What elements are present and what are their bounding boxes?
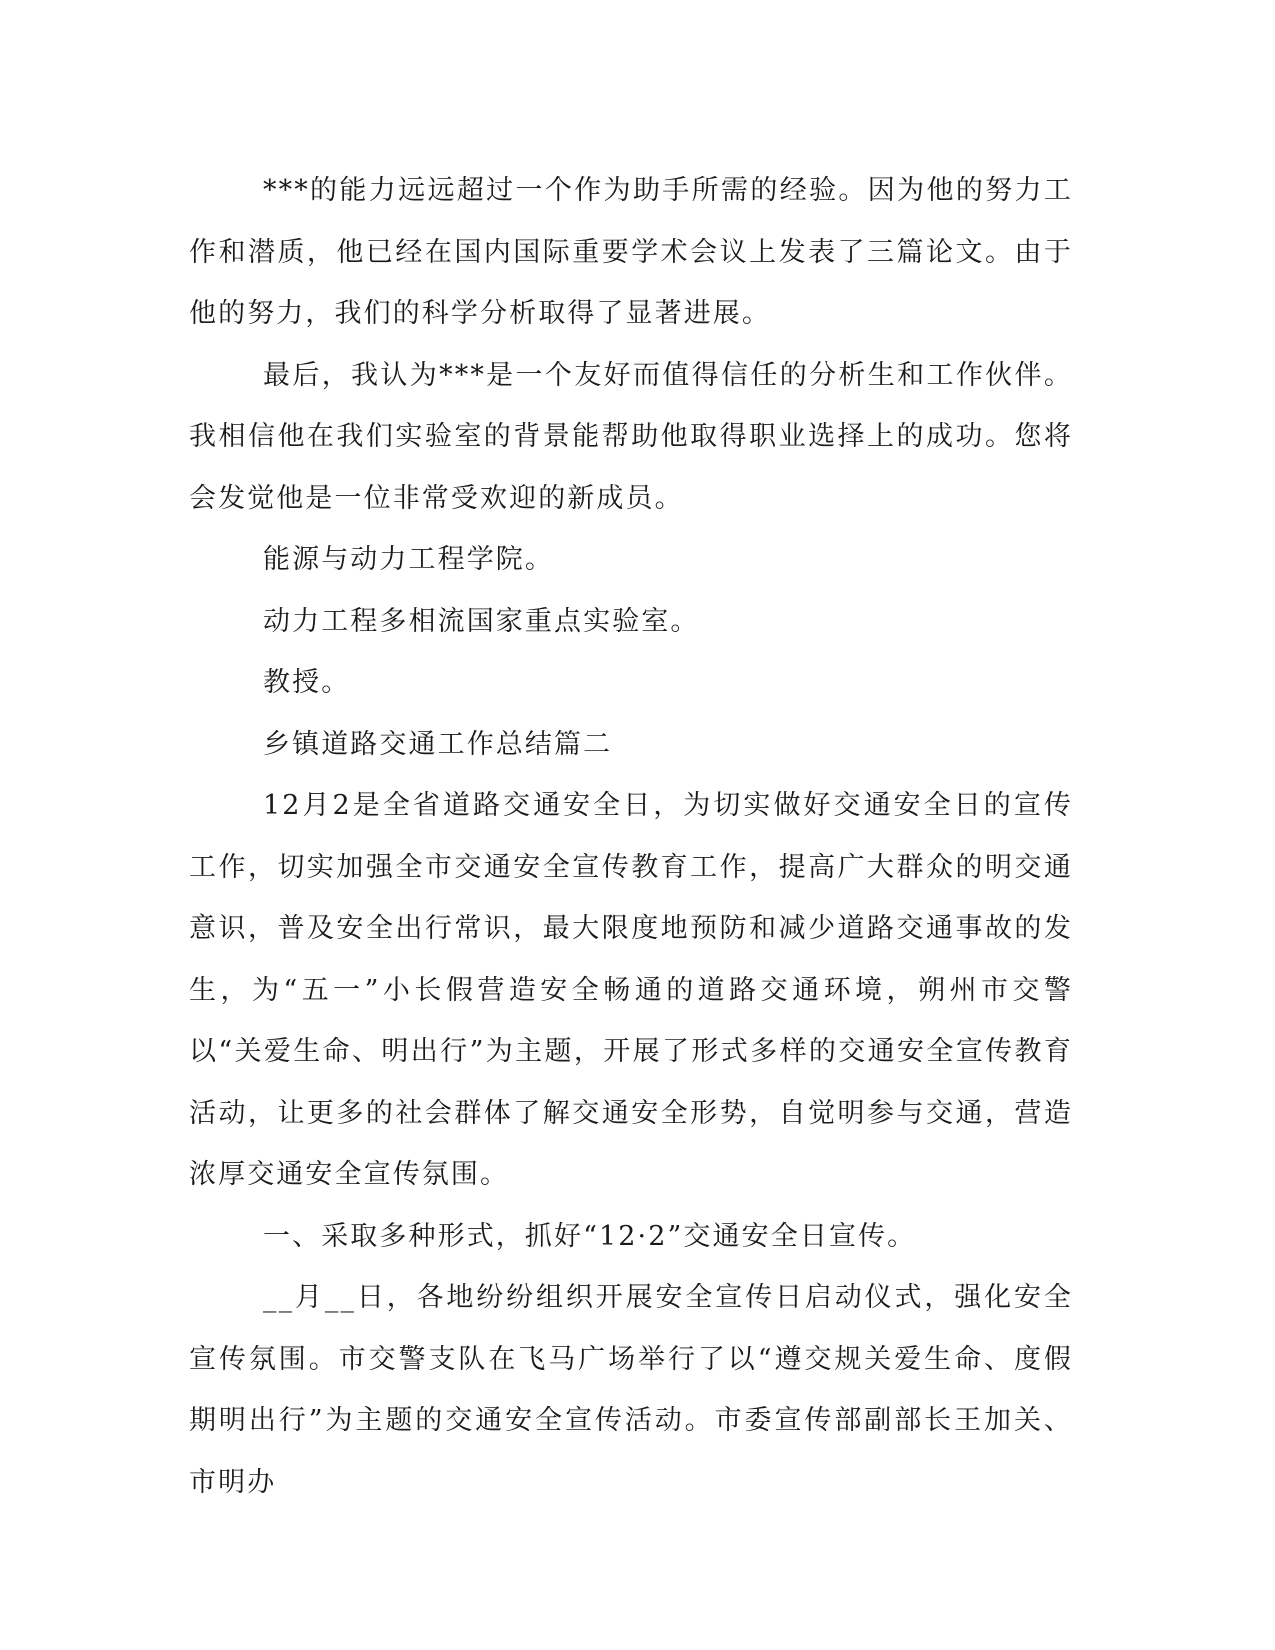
signature-title: 教授。 <box>263 667 351 698</box>
paragraph-activities: __月__日，各地纷纷组织开展安全宣传日启动仪式，强化安全宣传氛围。市交警支队在飞马广场举行了以“遵交规关爱生命、度假期明出行”为主题的交通安全宣传活动。市委宣传部副部长王加关、市明办 <box>189 1282 1073 1498</box>
paragraph-ability: ***的能力远远超过一个作为助手所需的经验。因为他的努力工作和潜质，他已经在国内国际重要学术会议上发表了三篇论文。由于他的努力，我们的科学分析取得了显著进展。 <box>189 175 1073 329</box>
subheading-forms: 一、采取多种形式，抓好“12·2”交通安全日宣传。 <box>263 1220 917 1252</box>
signature-school: 能源与动力工程学院。 <box>263 544 554 575</box>
signature-lab: 动力工程多相流国家重点实验室。 <box>263 605 700 637</box>
paragraph-conclusion: 最后，我认为***是一个友好而值得信任的分析生和工作伙伴。我相信他在我们实验室的背景能帮助他取得职业选择上的成功。您将会发觉他是一位非常受欢迎的新成员。 <box>189 359 1073 514</box>
paragraph-safety-day: 12月2是全省道路交通安全日，为切实做好交通安全日的宣传工作，切实加强全市交通安全宣传教育工作，提高广大群众的明交通意识，普及安全出行常识，最大限度地预防和减少道路交通事故的发生，为“五一”小长假营造安全畅通的道路交通环境，朔州市交警以“关爱生命、明出行”为主题，开展了形式多样的交通安全宣传教育活动，让更多的社会群体了解交通安全形势，自觉明参与交通，营造浓厚交通安全宣传氛围。 <box>189 790 1073 1190</box>
section-heading: 乡镇道路交通工作总结篇二 <box>263 728 613 760</box>
document-body <box>189 160 1073 1513</box>
